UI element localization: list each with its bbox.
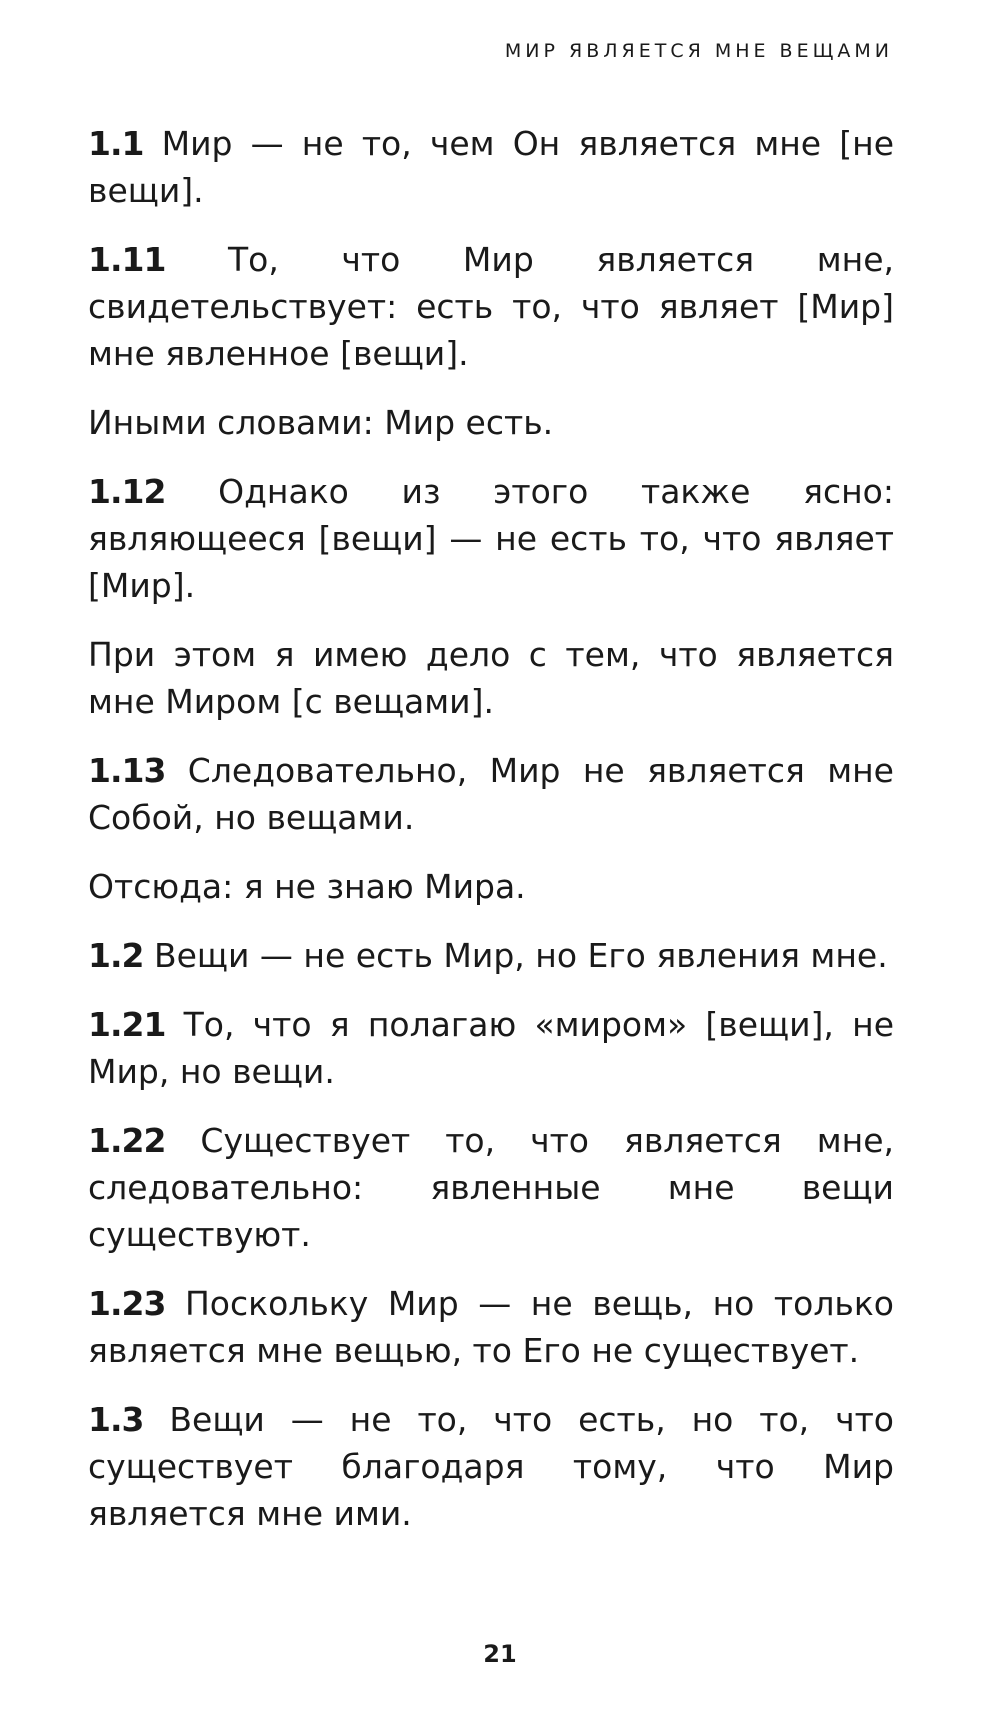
paragraph-unnumbered xyxy=(88,631,894,725)
paragraph-text: Мир — не то, чем Он является мне [не вещи]. xyxy=(88,124,894,210)
paragraph-1-13 xyxy=(88,747,894,841)
paragraph-text: Следовательно, Мир не является мне Собой, но вещами. xyxy=(88,751,894,837)
paragraph-text: Вещи — не то, что есть, но то, что существует благодаря тому, что Мир является мне ими. xyxy=(88,1400,894,1533)
paragraph-number: 1.23 xyxy=(88,1284,166,1323)
paragraph-1-23 xyxy=(88,1280,894,1374)
body-text xyxy=(88,120,894,1559)
paragraph-1-2 xyxy=(88,932,894,979)
paragraph-text: Вещи — не есть Мир, но Его явления мне. xyxy=(153,936,888,975)
paragraph-number: 1.21 xyxy=(88,1005,166,1044)
paragraph-text: Существует то, что является мне, следовательно: явленные мне вещи существуют. xyxy=(88,1121,894,1254)
paragraph-1-22 xyxy=(88,1117,894,1258)
paragraph-unnumbered xyxy=(88,399,894,446)
paragraph-text: Иными словами: Мир есть. xyxy=(88,403,554,442)
paragraph-1-1 xyxy=(88,120,894,214)
paragraph-number: 1.2 xyxy=(88,936,144,975)
running-head: МИР ЯВЛЯЕТСЯ МНЕ ВЕЩАМИ xyxy=(504,40,893,62)
paragraph-text: Отсюда: я не знаю Мира. xyxy=(88,867,526,906)
paragraph-number: 1.12 xyxy=(88,472,166,511)
paragraph-text: То, что я полагаю «миром» [вещи], не Мир, но вещи. xyxy=(88,1005,894,1091)
paragraph-text: То, что Мир является мне, свидетельствует: есть то, что являет [Мир] мне явленное [вещи]. xyxy=(88,240,894,373)
paragraph-text: При этом я имею дело с тем, что является мне Миром [с вещами]. xyxy=(88,635,894,721)
paragraph-1-11 xyxy=(88,236,894,377)
paragraph-unnumbered xyxy=(88,863,894,910)
paragraph-number: 1.3 xyxy=(88,1400,144,1439)
paragraph-number: 1.1 xyxy=(88,124,144,163)
paragraph-number: 1.13 xyxy=(88,751,166,790)
page-number: 21 xyxy=(483,1640,517,1668)
paragraph-1-21 xyxy=(88,1001,894,1095)
paragraph-number: 1.22 xyxy=(88,1121,166,1160)
paragraph-1-3 xyxy=(88,1396,894,1537)
paragraph-number: 1.11 xyxy=(88,240,166,279)
paragraph-text: Поскольку Мир — не вещь, но только является мне вещью, то Его не существует. xyxy=(88,1284,894,1370)
paragraph-1-12 xyxy=(88,468,894,609)
paragraph-text: Однако из этого также ясно: являющееся [вещи] — не есть то, что являет [Мир]. xyxy=(88,472,894,605)
